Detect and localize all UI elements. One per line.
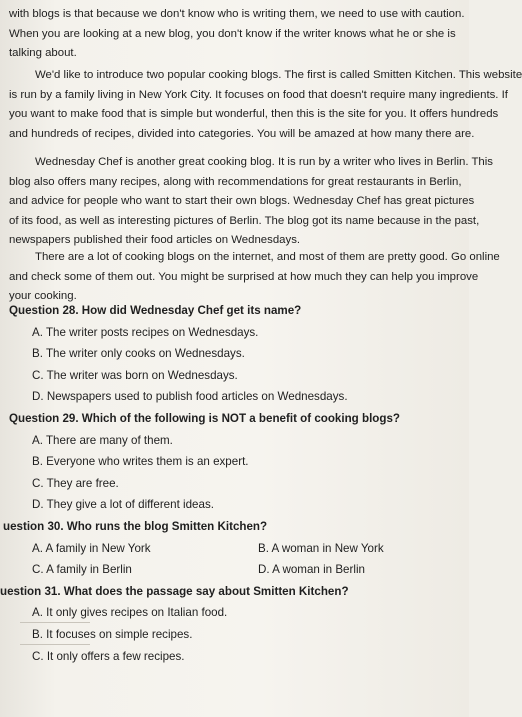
passage-line: and check some of them out. You might be surprised at how much they can help you improve bbox=[9, 270, 479, 283]
question-31-option-a[interactable]: A. It only gives recipes on Italian food. bbox=[32, 606, 228, 619]
passage-line: newspapers published their food articles on Wednesdays. bbox=[9, 234, 301, 247]
passage-line: with blogs is that because we don't know who is writing them, we need to use with caution. bbox=[9, 8, 465, 20]
question-30-option-c[interactable]: C. A family in Berlin bbox=[32, 563, 132, 576]
passage-line: blog also offers many recipes, along with recommendations for great restaurants in Berlin, bbox=[9, 175, 462, 188]
passage-line: Wednesday Chef is another great cooking blog. It is run by a writer who lives in Berlin. This bbox=[35, 156, 493, 168]
question-29: Question 29. Which of the following is NOT a benefit of cooking blogs? bbox=[9, 412, 400, 425]
question-30-option-a[interactable]: A. A family in New York bbox=[32, 542, 151, 555]
question-31-option-c[interactable]: C. It only offers a few recipes. bbox=[32, 650, 185, 663]
question-30-option-d[interactable]: D. A woman in Berlin bbox=[258, 563, 365, 576]
question-28-option-a[interactable]: A. The writer posts recipes on Wednesdays. bbox=[32, 326, 259, 339]
passage-line: and advice for people who want to start their own blogs. Wednesday Chef has great pictures bbox=[9, 195, 475, 208]
question-28-option-d[interactable]: D. Newspapers used to publish food articles on Wednesdays. bbox=[32, 390, 348, 403]
question-31: uestion 31. What does the passage say about Smitten Kitchen? bbox=[0, 585, 349, 598]
passage-paragraph-4 bbox=[9, 248, 500, 307]
passage-paragraph-3 bbox=[9, 153, 493, 251]
question-30-option-b[interactable]: B. A woman in New York bbox=[258, 542, 384, 555]
question-30: uestion 30. Who runs the blog Smitten Kitchen? bbox=[3, 520, 268, 533]
passage-line: you want to make food that is simple but wonderful, then this is the site for you. It offers hundreds bbox=[9, 108, 499, 121]
passage-line: talking about. bbox=[9, 47, 77, 60]
ruled-line bbox=[20, 644, 90, 645]
passage-line: is run by a family living in New York City. It focuses on food that doesn't require many ingredients. If bbox=[9, 88, 508, 101]
question-28-option-b[interactable]: B. The writer only cooks on Wednesdays. bbox=[32, 347, 245, 360]
question-28: Question 28. How did Wednesday Chef get its name? bbox=[9, 304, 302, 317]
not-emphasis: NOT bbox=[221, 412, 247, 425]
passage-paragraph-1 bbox=[9, 5, 464, 64]
passage-line: When you are looking at a new blog, you don't know if the writer knows what he or she is bbox=[9, 27, 456, 40]
passage-paragraph-2 bbox=[9, 66, 522, 144]
question-31-option-b[interactable]: B. It focuses on simple recipes. bbox=[32, 628, 193, 641]
passage-line: of its food, as well as interesting pictures of Berlin. The blog got its name because in the past, bbox=[9, 214, 480, 227]
passage-line: There are a lot of cooking blogs on the internet, and most of them are pretty good. Go online bbox=[35, 251, 500, 263]
question-28-option-c[interactable]: C. The writer was born on Wednesdays. bbox=[32, 369, 238, 382]
question-29-option-c[interactable]: C. They are free. bbox=[32, 477, 119, 490]
question-29-option-b[interactable]: B. Everyone who writes them is an expert. bbox=[32, 455, 249, 468]
question-29-option-a[interactable]: A. There are many of them. bbox=[32, 434, 173, 447]
passage-line: your cooking. bbox=[9, 290, 77, 303]
passage-line: We'd like to introduce two popular cooking blogs. The first is called Smitten Kitchen. This website bbox=[35, 69, 522, 81]
passage-line: and hundreds of recipes, divided into categories. You will be amazed at how many there are. bbox=[9, 127, 475, 140]
ruled-line bbox=[20, 622, 90, 623]
question-29-option-d[interactable]: D. They give a lot of different ideas. bbox=[32, 498, 214, 511]
